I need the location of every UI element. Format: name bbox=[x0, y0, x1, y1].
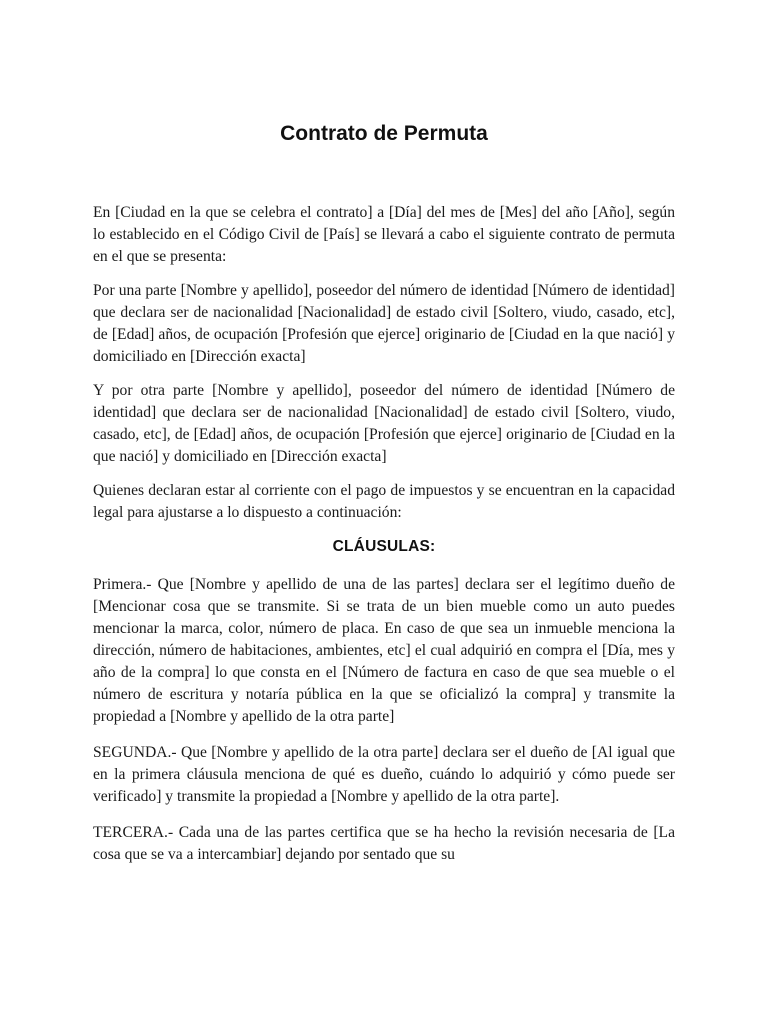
clausula-segunda: SEGUNDA.- Que [Nombre y apellido de la otra parte] declara ser el dueño de [Al igual que en la primera cláusula menciona de qué es dueño, cuándo lo adquirió y cómo puede ser verificado] y transmite la propiedad a [Nombre y apellido de la otra parte]. bbox=[93, 744, 675, 805]
declaration-paragraph: Quienes declaran estar al corriente con el pago de impuestos y se encuentran en la capacidad legal para ajustarse a lo dispuesto a continuación: bbox=[93, 482, 675, 521]
document-body bbox=[93, 202, 675, 878]
clausula-tercera: TERCERA.- Cada una de las partes certifica que se ha hecho la revisión necesaria de [La cosa que se va a intercambiar] dejando por sentado que su bbox=[93, 824, 675, 863]
intro-paragraph: En [Ciudad en la que se celebra el contrato] a [Día] del mes de [Mes] del año [Año], según lo establecido en el Código Civil de [País] se llevará a cabo el siguiente contrato de permuta en el que se presenta: bbox=[93, 204, 675, 265]
party-one-paragraph: Por una parte [Nombre y apellido], poseedor del número de identidad [Número de identidad] que declara ser de nacionalidad [Nacionalidad] de estado civil [Soltero, viudo, casado, etc], de [Edad] años, de ocupación [Profesión que ejerce] originario de [Ciudad en la que nació] y domiciliado en [Dirección exacta] bbox=[93, 282, 675, 365]
clausulas-heading: CLÁUSULAS: bbox=[332, 538, 436, 555]
clausula-primera: Primera.- Que [Nombre y apellido de una de las partes] declara ser el legítimo dueño de [Mencionar cosa que se transmite. Si se trata de un bien mueble como un auto puedes mencionar la marca, color, número de placa. En caso de que sea un inmueble menciona la dirección, número de habitaciones, ambientes, etc] el cual adquirió en compra el [Día, mes y año de la compra] lo que consta en el [Número de factura en caso de que sea mueble o el número de escritura y notaría pública en la que se oficializó la compra] y transmite la propiedad a [Nombre y apellido de la otra parte] bbox=[93, 576, 675, 725]
party-two-paragraph: Y por otra parte [Nombre y apellido], poseedor del número de identidad [Número de identidad] que declara ser de nacionalidad [Nacionalidad] de estado civil [Soltero, viudo, casado, etc], de [Edad] años, de ocupación [Profesión que ejerce] originario de [Ciudad en la que nació] y domiciliado en [Dirección exacta] bbox=[93, 382, 675, 465]
document-title: Contrato de Permuta bbox=[280, 122, 488, 145]
